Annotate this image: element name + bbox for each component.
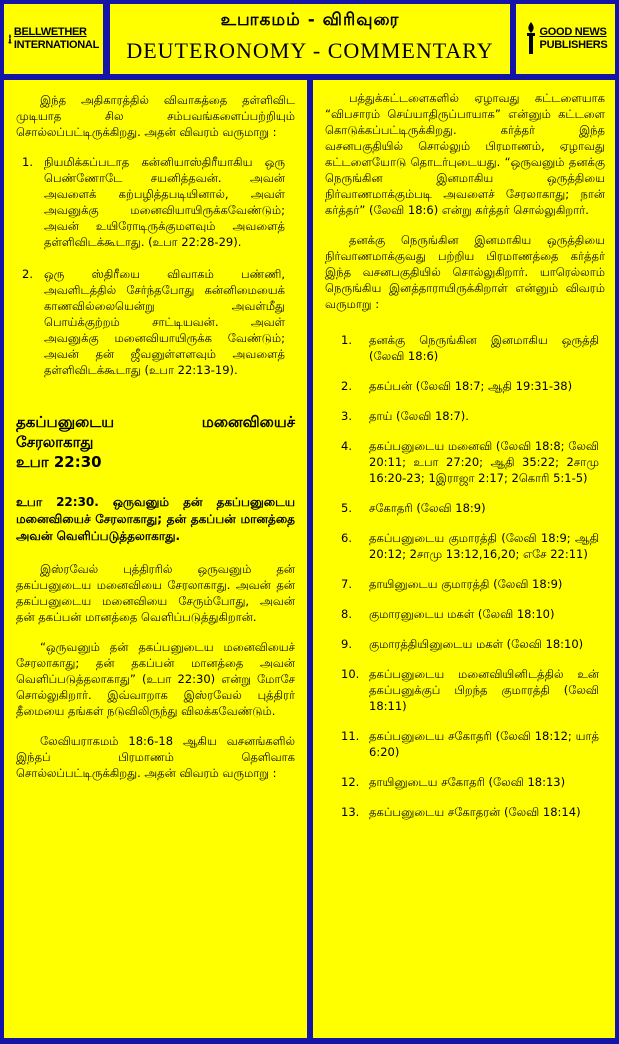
list-item-text: சகோதரி (லேவி 18:9) (369, 501, 486, 515)
list-item-number: 12. (341, 775, 360, 789)
title-tamil: உபாகமம் - விரிவுரை (220, 10, 400, 30)
list-item (325, 804, 605, 820)
list-item (325, 530, 605, 562)
list-item (325, 774, 605, 790)
list-item-text: தகப்பனுடைய மனைவி (லேவி 18:8; லேவி 20:11; உபா 27:20; ஆதி 35:22; 2சாமு 16:20-23; 1இராஜா 2:17; 2கொரி 5:1-5) (369, 439, 599, 485)
list-item (325, 332, 605, 364)
right-column (313, 80, 615, 1038)
heading-line-3: உபா 22:30 (16, 453, 102, 471)
list-item (325, 378, 605, 394)
left-column (4, 80, 307, 1038)
list-item-number: 3. (341, 409, 352, 423)
list-item (325, 500, 605, 516)
left-logo-line1: BELLWETHER (13, 26, 87, 38)
list-item-text: தாயினுடைய சகோதரி (லேவி 18:13) (369, 775, 566, 789)
right-logo-line1: GOOD NEWS (539, 26, 607, 38)
list-item-text: தகப்பனுடைய சகோதரி (லேவி 18:12; யாத் 6:20) (369, 729, 599, 759)
bellwether-tower-icon (8, 21, 12, 57)
right-para-2: தனக்கு நெருங்கின இனமாகிய ஒருத்தியை நிர்வாணமாக்குவது பற்றிய பிரமாணத்தை கர்த்தர் இந்த வசனபகுதியில் சொல்லுகிறார். யாரெல்லாம் நெருங்கிய இனத்தாராயிருக்கிறாள் என்னும் விவரம் வருமாறு : (325, 233, 605, 311)
section-heading (16, 412, 295, 472)
left-para-1: இஸ்ரவேல் புத்திரரில் ஒருவனும் தன் தகப்பனுடைய மனைவியை சேரலாகாது. அவன் தன் தகப்பனுடைய மனைவியை சேரும்போது, அவன் தன் தகப்பன் மானத்தை வெளிப்படுத்துகிறான். (16, 562, 295, 624)
list-item (325, 576, 605, 592)
page-title-box (110, 4, 510, 74)
good-news-logo (516, 4, 615, 74)
list-item (16, 154, 295, 250)
list-item-number: 13. (341, 805, 360, 819)
left-intro: இந்த அதிகாரத்தில் விவாகத்தை தள்ளிவிட முடியாத சில சம்பவங்களைப்பற்றியும் சொல்லப்பட்டிருக்கிறது. அதன் விவரம் வருமாறு : (16, 93, 295, 139)
list-item-number: 4. (341, 439, 352, 453)
list-item-text: குமாரத்தியினுடைய மகள் (லேவி 18:10) (369, 637, 584, 651)
list-item (325, 438, 605, 486)
left-para-2: “ஒருவனும் தன் தகப்பனுடைய மனைவியைச் சேரலாகாது; தன் தகப்பன் மானத்தை அவன் வெளிப்படுத்தலாகாது” (உபா 22:30) என்று மோசே சொல்லுகிறார். இவ்வாறாக இஸ்ரவேல் புத்திரர் தீமையை தங்கள் நடுவிலிருந்து விலக்கவேண்டும். (16, 640, 295, 718)
list-item-number: 9. (341, 637, 352, 651)
left-list (16, 154, 295, 378)
list-item-number: 7. (341, 577, 352, 591)
list-item-number: 1. (341, 333, 352, 347)
list-item-number: 1. (22, 155, 33, 169)
list-item-number: 11. (341, 729, 360, 743)
left-para-3: லேவியராகமம் 18:6-18 ஆகிய வசனங்களில் இந்தப் பிரமாணம் தெளிவாக சொல்லப்பட்டிருக்கிறது. அதன் விவரம் வருமாறு : (16, 734, 295, 780)
list-item-text: தகப்பனுடைய மனைவியினிடத்தில் உன் தகப்பனுக்குப் பிறந்த குமாரத்தி (லேவி 18:11) (369, 667, 599, 713)
list-item (325, 606, 605, 622)
heading-line-2: சேரலாகாது (16, 433, 94, 451)
list-item (325, 728, 605, 760)
relatives-list (325, 332, 605, 820)
list-item-number: 6. (341, 531, 352, 545)
list-item-number: 8. (341, 607, 352, 621)
bellwether-logo (4, 4, 103, 74)
list-item-text: ஒரு ஸ்திரீயை விவாகம் பண்ணி, அவளிடத்தில் சேர்ந்தபோது கன்னிமையைக் காணவில்லையென்று அவள்மீது பொய்க்குற்றம் சாட்டியவன். அவள் அவனுக்கு மனைவியாயிருக்க வேண்டும்; அவன் தன் ஜீவனுள்ளளவும் அவளைத் தள்ளிவிடக்கூடாது (உபா 22:13-19). (44, 267, 285, 377)
heading-line-1: தகப்பனுடைய மனைவியைச் (16, 413, 295, 431)
title-english: DEUTERONOMY - COMMENTARY (126, 38, 494, 63)
list-item-text: தகப்பனுடைய குமாரத்தி (லேவி 18:9; ஆதி 20:12; 2சாமு 13:12,16,20; எசே 22:11) (369, 531, 599, 561)
list-item-number: 5. (341, 501, 352, 515)
list-item-text: தனக்கு நெருங்கின இனமாகிய ஒருத்தி (லேவி 18:6) (369, 333, 599, 363)
list-item-text: நியமிக்கப்படாத கன்னியாஸ்திரீயாகிய ஒரு பெண்ணோடே சயனித்தவன். அவன் அவளைக் கற்பழித்தபடியினால், அவள் அவனுக்கு மனைவியாயிருக்கவேண்டும்; அவன் உயிரோடிருக்குமளவும் அவளைத் தள்ளிவிடக்கூடாது. (உபா 22:28-29). (44, 155, 285, 249)
right-para-1: பத்துக்கட்டளைகளில் ஏழாவது கட்டளையாக “விபசாரம் செய்யாதிருப்பாயாக” என்னும் கட்டளை கொடுக்கப்பட்டிருக்கிறது. கர்த்தர் இந்த வசனபகுதியில் சொல்லும் பிரமாணம், ஏழாவது கட்டளையோடு தொடர்புடையது. “ஒருவனும் தனக்கு நெருங்கின இனமாகிய ஒருத்தியை நிர்வாணமாக்கும்படி அவளைச் சேரலாகாது; நான் கர்த்தர்” (லேவி 18:6) என்று கர்த்தர் சொல்லுகிறார். (325, 91, 605, 217)
right-logo-line2: PUBLISHERS (539, 39, 608, 51)
list-item (325, 408, 605, 424)
list-item (16, 266, 295, 378)
list-item-text: தகப்பனுடைய சகோதரன் (லேவி 18:14) (369, 805, 581, 819)
list-item-text: தாயினுடைய குமாரத்தி (லேவி 18:9) (369, 577, 563, 591)
verse-text: உபா 22:30. ஒருவனும் தன் தகப்பனுடைய மனைவியைச் சேரலாகாது; தன் தகப்பன் மானத்தை அவன் வெளிப்படுத்தலாகாது. (16, 495, 295, 543)
list-item (325, 666, 605, 714)
list-item-number: 2. (22, 267, 33, 281)
list-item-number: 2. (341, 379, 352, 393)
list-item-text: தாய் (லேவி 18:7). (369, 409, 469, 423)
list-item-number: 10. (341, 667, 360, 681)
list-item-text: தகப்பன் (லேவி 18:7; ஆதி 19:31-38) (369, 379, 573, 393)
torch-icon (524, 21, 538, 57)
list-item-text: குமாரனுடைய மகள் (லேவி 18:10) (369, 607, 555, 621)
list-item (325, 636, 605, 652)
left-logo-line2: INTERNATIONAL (13, 39, 99, 51)
